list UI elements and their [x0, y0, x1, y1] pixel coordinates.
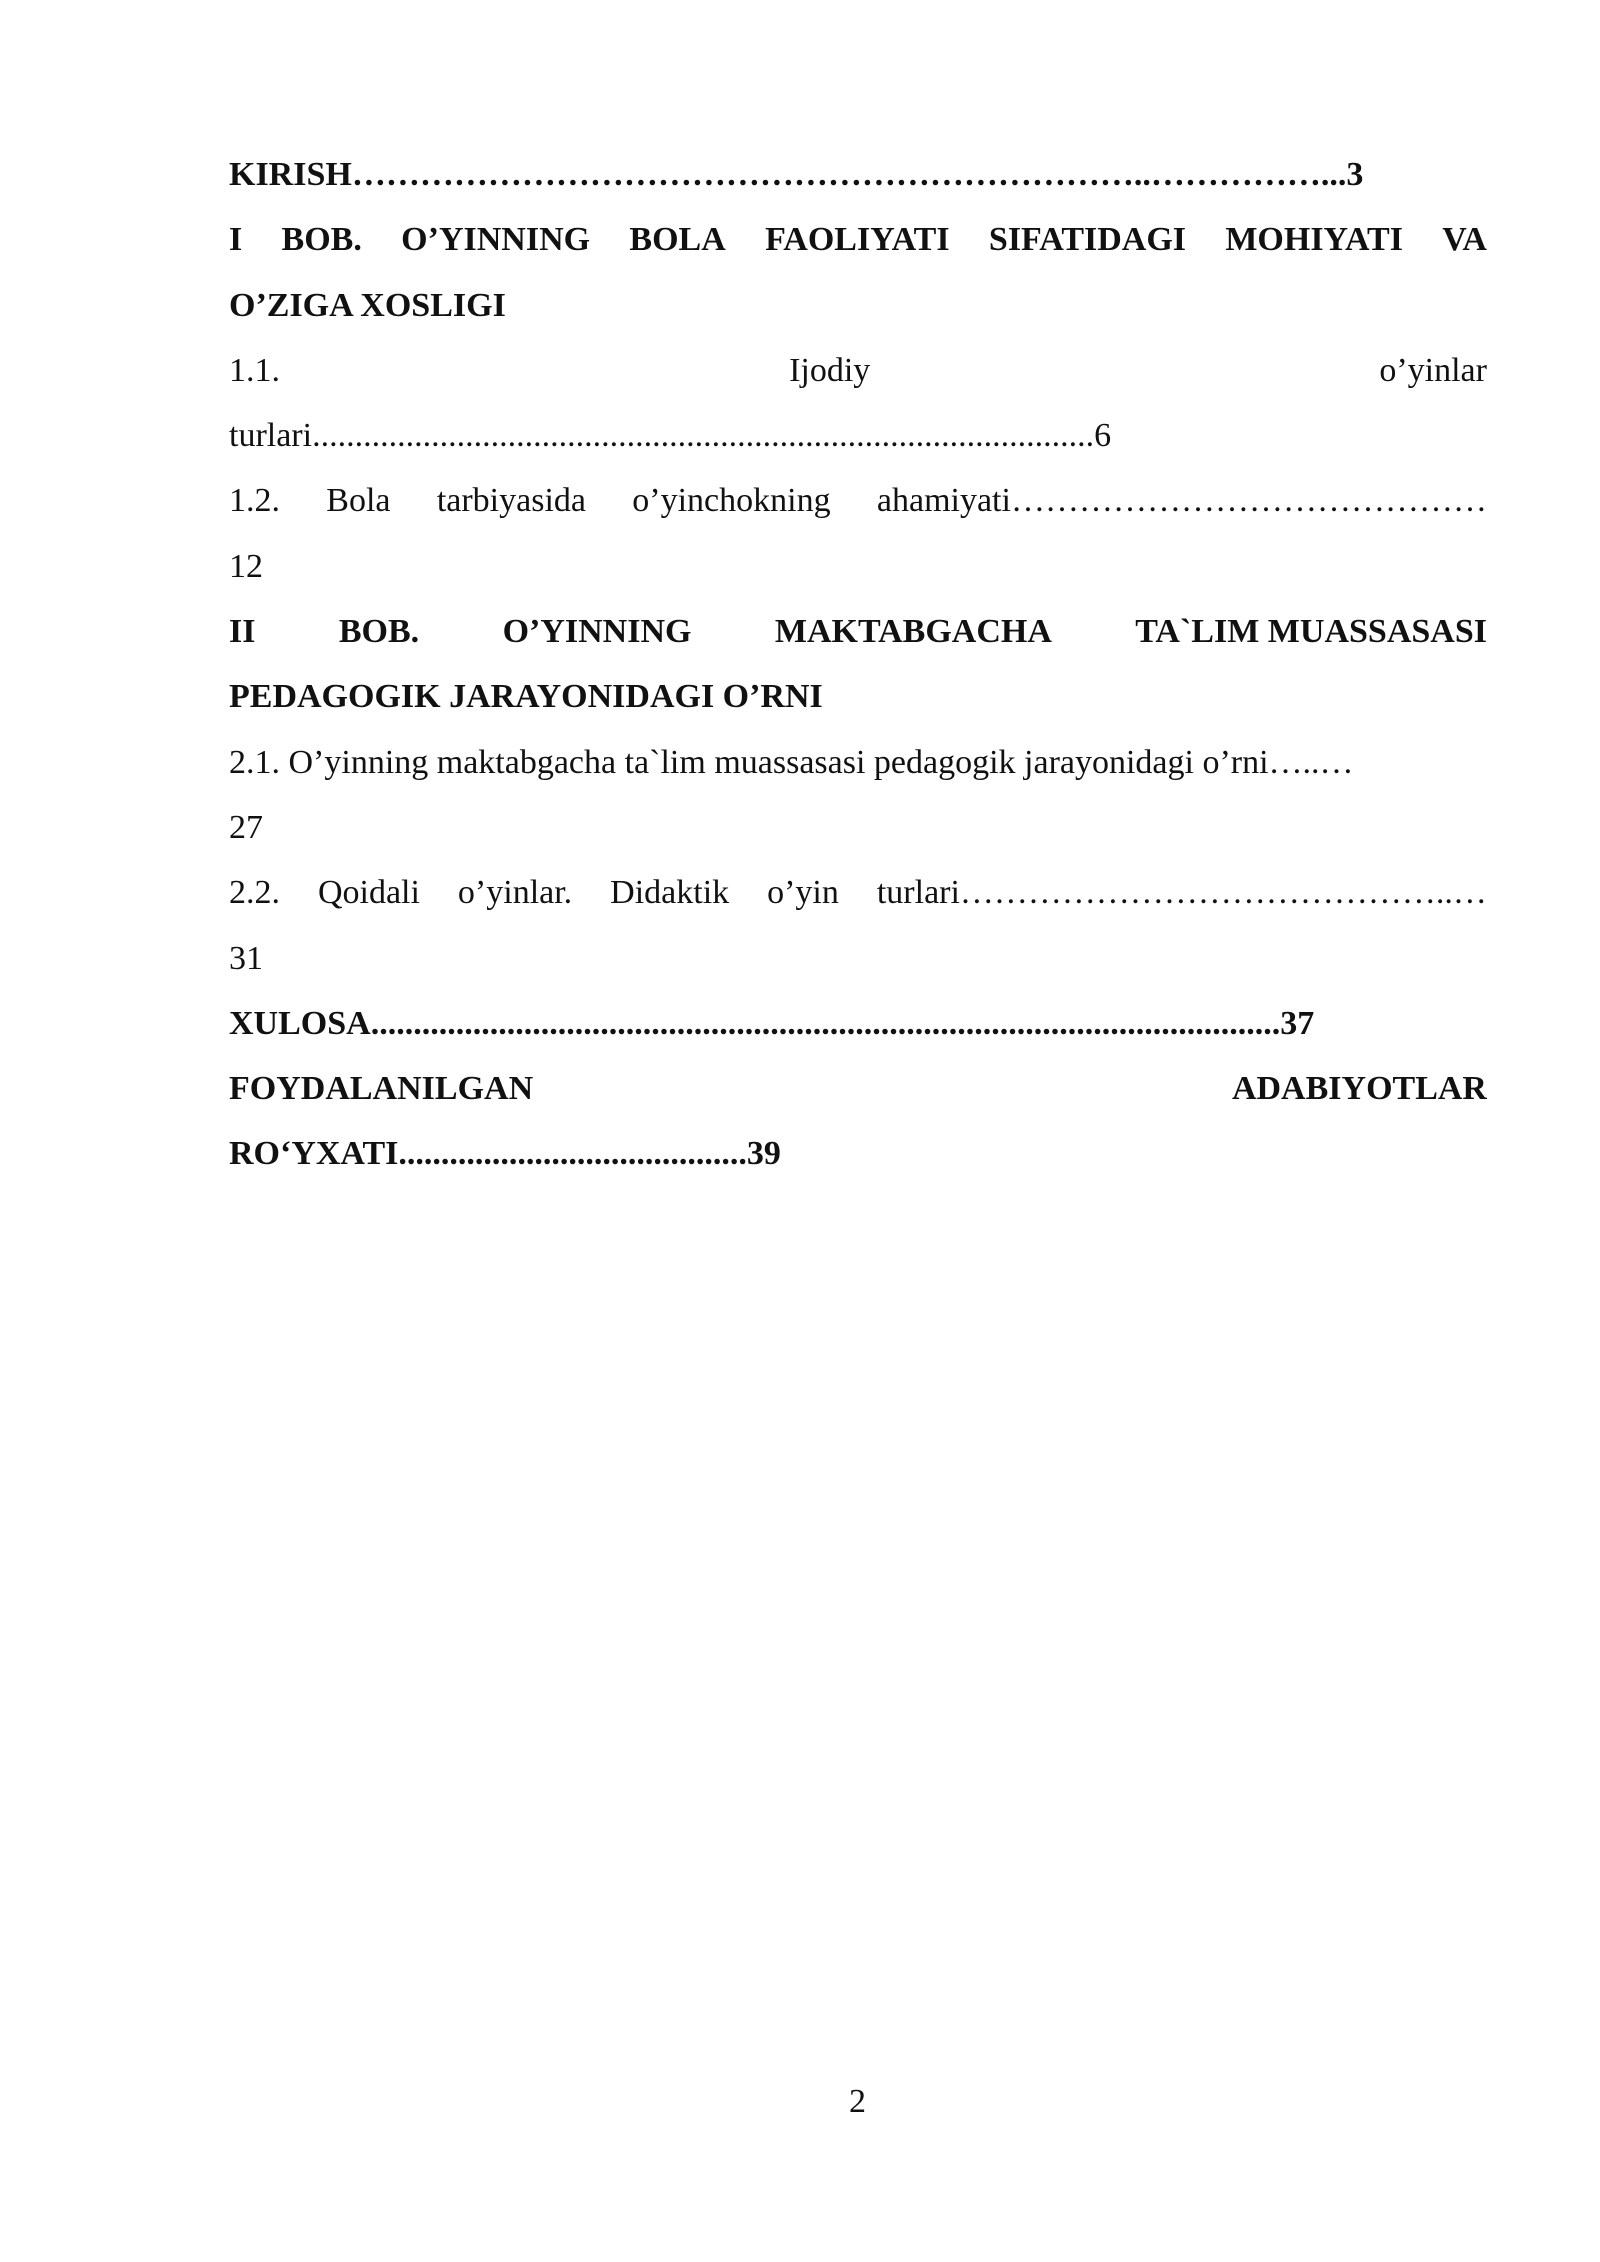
word: Bola	[326, 482, 391, 520]
word: O’YINNING	[502, 613, 692, 651]
word: 2.2.	[229, 874, 280, 912]
word: O’YINNING	[401, 221, 591, 259]
toc-chapter-1-title-cont[interactable]	[229, 273, 1487, 338]
toc-entry-1-2-page: 12	[229, 547, 263, 585]
word: 1.2.	[229, 482, 280, 520]
word: MOHIYATI	[1225, 221, 1403, 259]
word: Didaktik	[610, 874, 730, 912]
word: SIFATIDAGI	[988, 221, 1187, 259]
toc-entry-2-1-text: 2.1. O’yinning maktabgacha ta`lim muassasasi pedagogik jarayonidagi o’rni…..…	[229, 743, 1354, 781]
toc-entry-2-1[interactable]	[229, 730, 1487, 795]
word: BOB.	[281, 221, 362, 259]
toc-entry-2-2-cont[interactable]	[229, 926, 1487, 991]
toc-entry-xulosa[interactable]	[229, 991, 1487, 1056]
toc-entry-1-1-line2: turlari............................................................................................6	[229, 417, 1112, 455]
toc-entry-1-2-cont[interactable]	[229, 534, 1487, 599]
toc-entry-2-1-cont[interactable]	[229, 795, 1487, 860]
toc-entry-xulosa-text: XULOSA...........................................................................................................37	[229, 1004, 1315, 1042]
toc-chapter-2-title-cont[interactable]	[229, 664, 1487, 729]
word: BOB.	[338, 613, 420, 651]
word: Qoidali	[317, 874, 420, 912]
toc-entry-references-cont[interactable]	[229, 1121, 1487, 1186]
word: VA	[1442, 221, 1487, 259]
word: I	[229, 221, 243, 259]
toc-entry-1-2[interactable]	[229, 468, 1487, 533]
word: MAKTABGACHA	[774, 613, 1052, 651]
toc-entry-references[interactable]	[229, 1056, 1487, 1121]
word: o’yinlar	[1379, 351, 1487, 389]
word: Ijodiy	[789, 351, 871, 389]
word: o’yinlar.	[457, 874, 573, 912]
toc-entry-kirish-text: KIRISH……………………………………………………………..……………...3	[229, 156, 1364, 193]
table-of-contents	[229, 142, 1487, 1187]
toc-chapter-1-title-line2: O’ZIGA XOSLIGI	[229, 286, 506, 324]
toc-entry-2-2-page: 31	[229, 939, 263, 977]
toc-chapter-2-title-line2: PEDAGOGIK JARAYONIDAGI O’RNI	[229, 678, 823, 716]
word: ahamiyati……………………………………	[876, 482, 1487, 520]
toc-entry-references-line2: RO‘YXATI.........................................39	[229, 1135, 781, 1173]
word: TA`LIM MUASSASASI	[1135, 613, 1487, 651]
word: FOYDALANILGAN	[229, 1070, 534, 1108]
toc-chapter-2-title[interactable]	[229, 599, 1487, 664]
toc-entry-1-1[interactable]	[229, 338, 1487, 403]
word: o’yinchokning	[632, 482, 831, 520]
word: tarbiyasida	[436, 482, 586, 520]
toc-entry-2-1-page: 27	[229, 808, 263, 846]
word: turlari……………………………………..…	[876, 874, 1487, 912]
page-number: 2	[849, 2083, 866, 2120]
toc-entry-1-1-cont[interactable]	[229, 403, 1487, 468]
word: ADABIYOTLAR	[1231, 1070, 1487, 1108]
toc-chapter-1-title[interactable]	[229, 207, 1487, 272]
toc-entry-kirish[interactable]	[229, 142, 1487, 207]
toc-entry-2-2[interactable]	[229, 860, 1487, 925]
word: BOLA	[629, 221, 726, 259]
word: FAOLIYATI	[765, 221, 950, 259]
word: o’yin	[767, 874, 839, 912]
word: II	[229, 613, 256, 651]
word: 1.1.	[229, 351, 280, 389]
